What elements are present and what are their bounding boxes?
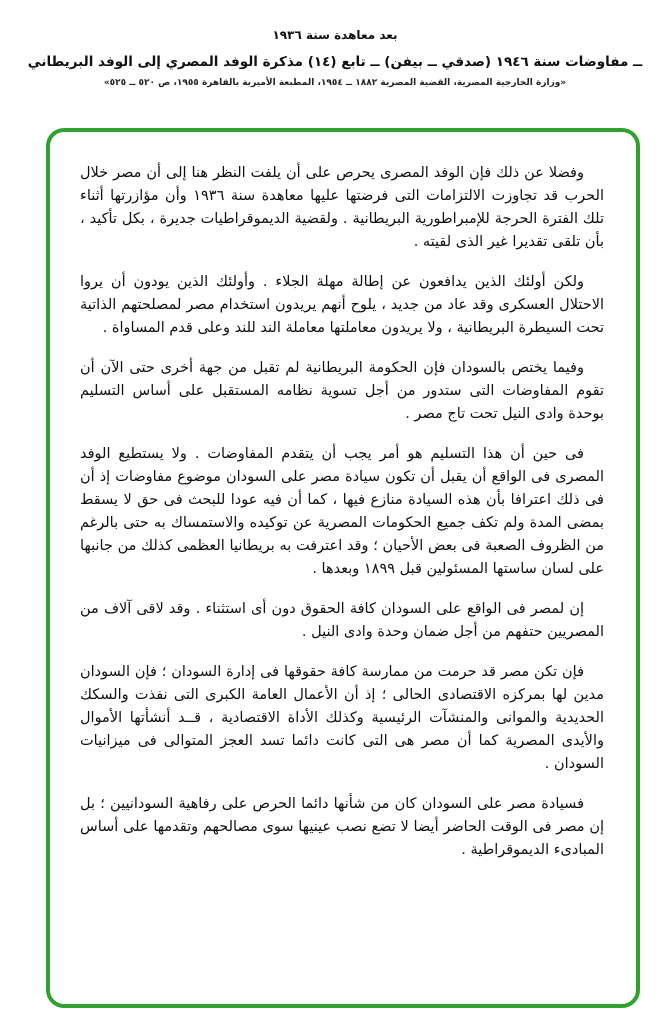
paragraph-4: فى حين أن هذا التسليم هو أمر يجب أن يتقدم المفاوضات . ولا يستطيع الوفد المصرى فى الواقع أن يقبل أن تكون سيادة مصر على السودان موضوع مفاوضات إذ أن فى ذلك اعترافا بأن هذه السيادة منازع فيها ، كما أن فيه عودا للبحث فى حق لا يسقط بمضى المدة ولم تكف جميع الحكومات المصرية عن توكيده والاستمساك به حتى بالرغم من الظروف الصعبة فى بعض الأحيان ؛ وقد اعترفت به بريطانيا العظمى كذلك من جانبها على لسان ساستها المسئولين قبل ١٨٩٩ وبعدها . xyxy=(80,446,604,577)
header-title-line: ــ مفاوضات سنة ١٩٤٦ (صدقي ــ بيفن) ــ تابع (١٤) مذكرة الوفد المصري إلى الوفد البريطاني xyxy=(27,54,643,70)
paragraph-5: إن لمصر فى الواقع على السودان كافة الحقوق دون أى استثناء . وقد لاقى آلاف من المصريين حتفهم من أجل ضمان وحدة وادى النيل . xyxy=(80,601,604,640)
document-body-text xyxy=(80,162,604,862)
document-body-frame xyxy=(46,128,640,1008)
document-header xyxy=(0,0,670,88)
paragraph-7: فسيادة مصر على السودان كان من شأنها دائما الحرص على رفاهية السودانيين ؛ بل إن مصر فى الوقت الحاضر أيضا لا تضع نصب عينيها سوى مصالحهم وتقدمها على أساس المبادىء الديموقراطية . xyxy=(80,796,604,858)
header-source-citation: «وزارة الخارجية المصرية، القضية المصرية ١٨٨٢ ــ ١٩٥٤، المطبعة الأميرية بالقاهرة ١٩٥٥، ص ٥٢٠ ــ ٥٢٥» xyxy=(103,78,567,88)
header-treaty-line: بعد معاهدة سنة ١٩٣٦ xyxy=(272,28,398,42)
paragraph-6: فإن تكن مصر قد حرمت من ممارسة كافة حقوقها فى إدارة السودان ؛ فإن السودان مدين لها بمركزه الاقتصادى الحالى ؛ إذ أن الأعمال العامة الكبرى التى نفذت والسكك الحديدية والموانى والمنشآت الرئيسية وكذلك الأداة الاقتصادية ، قــد أنشأتها الأموال والأيدى المصرية كما أن مصر هى التى كانت دائما تسد العجز المتوالى فى ميزانيات السودان . xyxy=(80,664,604,772)
paragraph-2: ولكن أولئك الذين يدافعون عن إطالة مهلة الجلاء . وأولئك الذين يودون أن يروا الاحتلال العسكرى وقد عاد من جديد ، يلوح أنهم يريدون استخدام مصر لمصلحتهم الذاتية تحت السيطرة البريطانية ، ولا يريدون معاملتها معاملة الند للند وعلى قدم المساواة . xyxy=(80,274,604,336)
paragraph-3: وفيما يختص بالسودان فإن الحكومة البريطانية لم تقبل من جهة أخرى حتى الآن أن تقوم المفاوضات التى ستدور من أجل تسوية نظامه المستقبل على أساس التسليم بوحدة وادى النيل تحت تاج مصر . xyxy=(80,360,604,422)
paragraph-1: وفضلا عن ذلك فإن الوفد المصرى يحرص على أن يلفت النظر هنا إلى أن مصر خلال الحرب قد تجاوزت الالتزامات التى فرضتها عليها معاهدة سنة ١٩٣٦ وأن مؤازرتها أثناء تلك الفترة الحرجة للإمبراطورية البريطانية . ولقضية الديموقراطيات جديرة ، بكل تأكيد ، بأن تلقى تقديرا غير الذى لقيته . xyxy=(80,165,604,250)
